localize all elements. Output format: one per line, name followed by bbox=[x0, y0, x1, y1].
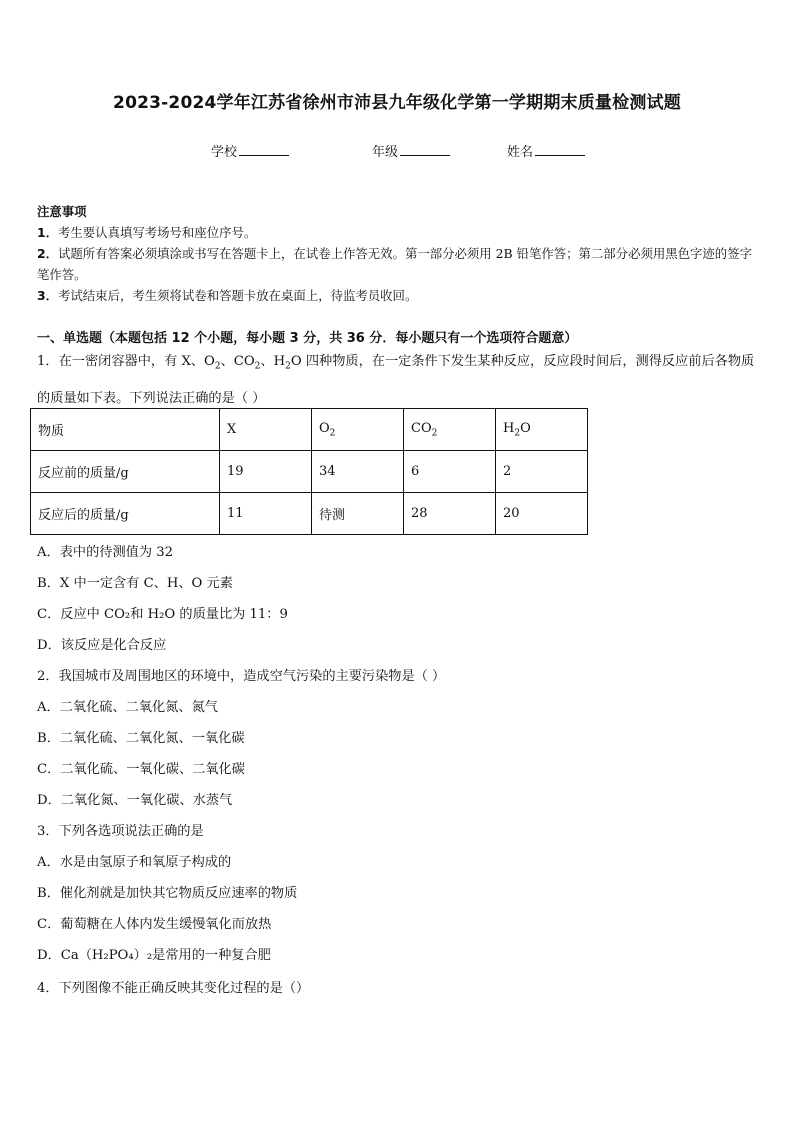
table-cell: 2 bbox=[496, 451, 588, 493]
table-cell: 28 bbox=[404, 493, 496, 535]
question-3-option-a[interactable]: A．水是由氢原子和氧原子构成的 bbox=[37, 855, 232, 870]
school-label: 学校 bbox=[211, 145, 238, 160]
table-row bbox=[31, 451, 588, 493]
notice-item: 1．考生要认真填写考场号和座位序号。 bbox=[37, 225, 257, 240]
notice-item: 3．考试结束后，考生须将试卷和答题卡放在桌面上，待监考员收回。 bbox=[37, 288, 418, 303]
question-1-stem: 1．在一密闭容器中，有 X、$O_2$、$CO_2$、$H_2O$ 四种物质，在一定条件下发生某种反应，反应段时间后，测得反应前后各物质的质量如下表。下列说法正确的是（ ） bbox=[37, 354, 755, 406]
question-1-option-b[interactable]: B．X 中一定含有 C、H、O 元素 bbox=[37, 576, 233, 591]
table-cell: 20 bbox=[496, 493, 588, 535]
question-1-option-d[interactable]: D．该反应是化合反应 bbox=[37, 638, 167, 653]
grade-blank[interactable] bbox=[400, 143, 450, 156]
table-header-row bbox=[31, 409, 588, 451]
table-cell: $O_2$ bbox=[312, 409, 404, 451]
school-field[interactable] bbox=[211, 141, 289, 160]
grade-field[interactable] bbox=[372, 141, 450, 160]
school-blank[interactable] bbox=[239, 143, 289, 156]
question-2-option-d[interactable]: D．二氧化氮、一氧化碳、水蒸气 bbox=[37, 793, 233, 808]
question-1-option-a[interactable]: A．表中的待测值为 32 bbox=[37, 545, 173, 560]
question-2-option-c[interactable]: C．二氧化硫、一氧化碳、二氧化碳 bbox=[37, 762, 245, 777]
question-4-stem: 4．下列图像不能正确反映其变化过程的是（） bbox=[37, 981, 310, 996]
table-cell: 物质 bbox=[31, 409, 220, 451]
table-cell: 反应后的质量/g bbox=[31, 493, 220, 535]
table-cell: $H_2O$ bbox=[496, 409, 588, 451]
question-1-option-c[interactable]: C．反应中 CO₂和 H₂O 的质量比为 11：9 bbox=[37, 607, 288, 622]
notice-item: 2．试题所有答案必须填涂或书写在答题卡上，在试卷上作答无效。第一部分必须用 2B 铅笔作答；第二部分必须用黑色字迹的签字笔作答。 bbox=[37, 246, 752, 282]
mass-table bbox=[30, 408, 588, 535]
notice-heading: 注意事项 bbox=[37, 204, 87, 219]
name-blank[interactable] bbox=[535, 143, 585, 156]
question-3-stem: 3．下列各选项说法正确的是 bbox=[37, 824, 204, 839]
table-cell: $CO_2$ bbox=[404, 409, 496, 451]
table-cell: 6 bbox=[404, 451, 496, 493]
question-2-option-a[interactable]: A．二氧化硫、二氧化氮、氮气 bbox=[37, 700, 218, 715]
question-3-option-b[interactable]: B．催化剂就是加快其它物质反应速率的物质 bbox=[37, 886, 298, 901]
section-heading: 一、单选题（本题包括 12 个小题，每小题 3 分，共 36 分．每小题只有一个选项符合题意） bbox=[37, 331, 578, 346]
question-2-option-b[interactable]: B．二氧化硫、二氧化氮、一氧化碳 bbox=[37, 731, 245, 746]
table-cell: X bbox=[220, 409, 312, 451]
question-3-option-c[interactable]: C．葡萄糖在人体内发生缓慢氧化而放热 bbox=[37, 917, 272, 932]
question-2-stem: 2．我国城市及周围地区的环境中，造成空气污染的主要污染物是（ ） bbox=[37, 669, 446, 684]
table-cell: 34 bbox=[312, 451, 404, 493]
page-title: 2023-2024学年江苏省徐州市沛县九年级化学第一学期期末质量检测试题 bbox=[113, 93, 681, 113]
table-cell: 11 bbox=[220, 493, 312, 535]
name-label: 姓名 bbox=[507, 145, 534, 160]
table-cell: 待测 bbox=[312, 493, 404, 535]
table-cell: 19 bbox=[220, 451, 312, 493]
table-row bbox=[31, 493, 588, 535]
question-3-option-d[interactable]: D．Ca（H₂PO₄）₂是常用的一种复合肥 bbox=[37, 948, 271, 963]
table-cell: 反应前的质量/g bbox=[31, 451, 220, 493]
notice-block bbox=[37, 201, 759, 306]
grade-label: 年级 bbox=[372, 145, 399, 160]
name-field[interactable] bbox=[507, 141, 585, 160]
